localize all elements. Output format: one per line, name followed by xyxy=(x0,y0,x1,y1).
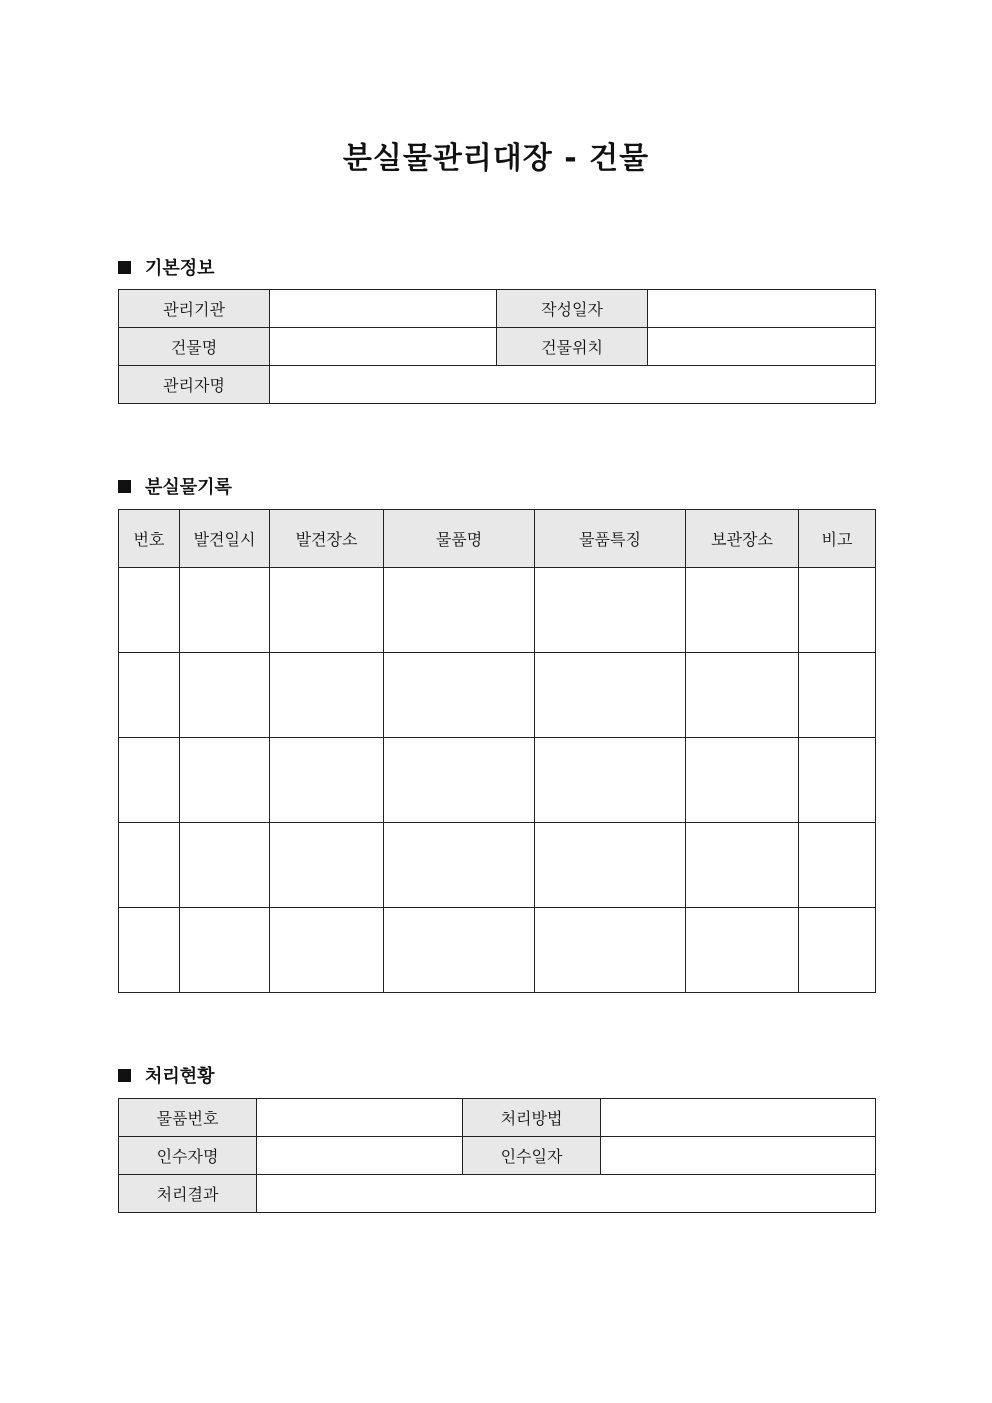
manager-field[interactable] xyxy=(270,366,876,404)
label-receive-date: 인수일자 xyxy=(463,1137,601,1175)
basic-info-table xyxy=(118,289,876,404)
item-number-field[interactable] xyxy=(257,1099,463,1137)
square-bullet-icon xyxy=(118,1069,131,1082)
table-cell[interactable] xyxy=(686,568,799,653)
agency-field[interactable] xyxy=(270,290,497,328)
table-row xyxy=(119,1099,876,1137)
table-cell[interactable] xyxy=(535,908,686,993)
table-cell[interactable] xyxy=(270,908,384,993)
column-header-storage-place: 보관장소 xyxy=(686,510,799,568)
square-bullet-icon xyxy=(118,480,131,493)
label-manager: 관리자명 xyxy=(119,366,270,404)
table-row xyxy=(119,568,876,653)
table-cell[interactable] xyxy=(270,738,384,823)
label-building: 건물명 xyxy=(119,328,270,366)
label-method: 처리방법 xyxy=(463,1099,601,1137)
section-heading-basic-info xyxy=(118,254,215,280)
table-cell[interactable] xyxy=(180,738,270,823)
table-row xyxy=(119,653,876,738)
table-cell[interactable] xyxy=(119,653,180,738)
label-item-number: 물품번호 xyxy=(119,1099,257,1137)
table-row xyxy=(119,1137,876,1175)
table-cell[interactable] xyxy=(799,653,876,738)
table-cell[interactable] xyxy=(180,568,270,653)
table-cell[interactable] xyxy=(270,823,384,908)
label-agency: 관리기관 xyxy=(119,290,270,328)
table-cell[interactable] xyxy=(799,823,876,908)
section-title: 처리현황 xyxy=(145,1066,215,1087)
records-table xyxy=(118,509,876,993)
column-header-number: 번호 xyxy=(119,510,180,568)
table-header-row xyxy=(119,510,876,568)
table-row xyxy=(119,738,876,823)
table-cell[interactable] xyxy=(686,653,799,738)
table-cell[interactable] xyxy=(384,568,535,653)
table-cell[interactable] xyxy=(180,653,270,738)
method-field[interactable] xyxy=(601,1099,876,1137)
building-field[interactable] xyxy=(270,328,497,366)
table-cell[interactable] xyxy=(686,823,799,908)
table-cell[interactable] xyxy=(119,568,180,653)
table-row xyxy=(119,290,876,328)
table-cell[interactable] xyxy=(799,568,876,653)
table-cell[interactable] xyxy=(119,908,180,993)
processing-table xyxy=(118,1098,876,1213)
label-location: 건물위치 xyxy=(497,328,648,366)
section-heading-processing xyxy=(118,1062,215,1088)
page-title: 분실물관리대장 - 건물 xyxy=(342,141,650,176)
table-cell[interactable] xyxy=(119,738,180,823)
table-cell[interactable] xyxy=(799,738,876,823)
date-field[interactable] xyxy=(648,290,876,328)
table-row xyxy=(119,823,876,908)
column-header-found-datetime: 발견일시 xyxy=(180,510,270,568)
table-cell[interactable] xyxy=(384,653,535,738)
table-cell[interactable] xyxy=(384,823,535,908)
square-bullet-icon xyxy=(118,261,131,274)
section-heading-records xyxy=(118,473,232,499)
table-cell[interactable] xyxy=(799,908,876,993)
column-header-found-place: 발견장소 xyxy=(270,510,384,568)
table-cell[interactable] xyxy=(535,823,686,908)
section-title: 기본정보 xyxy=(145,258,215,279)
label-receiver: 인수자명 xyxy=(119,1137,257,1175)
table-row xyxy=(119,908,876,993)
location-field[interactable] xyxy=(648,328,876,366)
column-header-item-name: 물품명 xyxy=(384,510,535,568)
table-cell[interactable] xyxy=(535,653,686,738)
receiver-field[interactable] xyxy=(257,1137,463,1175)
table-cell[interactable] xyxy=(535,568,686,653)
table-row xyxy=(119,1175,876,1213)
column-header-remarks: 비고 xyxy=(799,510,876,568)
receive-date-field[interactable] xyxy=(601,1137,876,1175)
table-cell[interactable] xyxy=(180,823,270,908)
section-title: 분실물기록 xyxy=(145,477,232,498)
table-cell[interactable] xyxy=(180,908,270,993)
label-date: 작성일자 xyxy=(497,290,648,328)
table-cell[interactable] xyxy=(384,908,535,993)
table-cell[interactable] xyxy=(535,738,686,823)
table-cell[interactable] xyxy=(686,738,799,823)
table-cell[interactable] xyxy=(270,653,384,738)
table-cell[interactable] xyxy=(384,738,535,823)
column-header-item-features: 물품특징 xyxy=(535,510,686,568)
table-cell[interactable] xyxy=(270,568,384,653)
table-row xyxy=(119,328,876,366)
table-row xyxy=(119,366,876,404)
table-cell[interactable] xyxy=(686,908,799,993)
label-result: 처리결과 xyxy=(119,1175,257,1213)
result-field[interactable] xyxy=(257,1175,876,1213)
table-cell[interactable] xyxy=(119,823,180,908)
